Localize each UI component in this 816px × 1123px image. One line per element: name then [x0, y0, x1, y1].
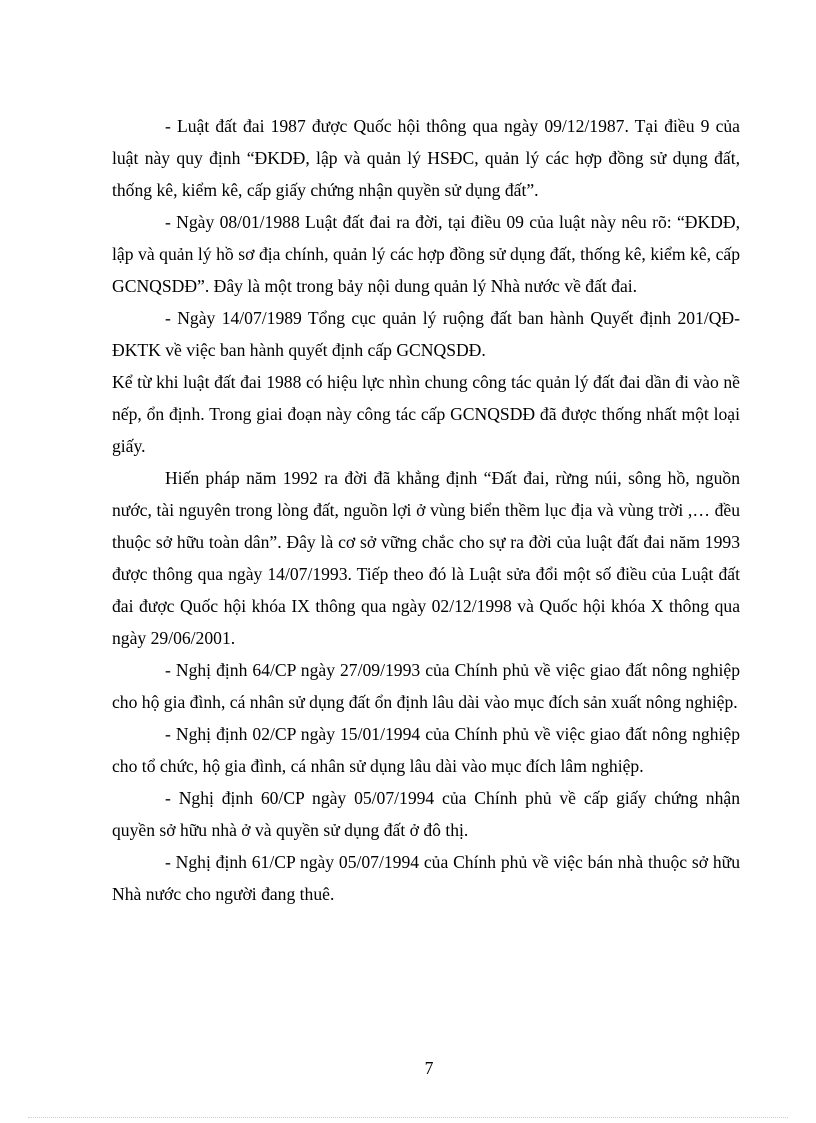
paragraph-nghi-dinh-60-cp: - Nghị định 60/CP ngày 05/07/1994 của Chính phủ về cấp giấy chứng nhận quyền sở hữu nhà ở và quyền sử dụng đất ở đô thị.	[112, 788, 740, 840]
body-text	[112, 110, 740, 910]
paragraph-ke-tu-khi: Kể từ khi luật đất đai 1988 có hiệu lực nhìn chung công tác quản lý đất đai dần đi vào nề nếp, ổn định. Trong giai đoạn này công tác cấp GCNQSDĐ đã được thống nhất một loại giấy.	[112, 372, 740, 456]
paragraph-ngay-14-07-1989: - Ngày 14/07/1989 Tổng cục quản lý ruộng đất ban hành Quyết định 201/QĐ- ĐKTK về việc ban hành quyết định cấp GCNQSDĐ.	[112, 308, 740, 360]
page-number: 7	[424, 1058, 434, 1078]
paragraph-nghi-dinh-02-cp: - Nghị định 02/CP ngày 15/01/1994 của Chính phủ về việc giao đất nông nghiệp cho tổ chức, hộ gia đình, cá nhân sử dụng lâu dài vào mục đích lâm nghiệp.	[112, 724, 740, 776]
paragraph-ngay-08-01-1988: - Ngày 08/01/1988 Luật đất đai ra đời, tại điều 09 của luật này nêu rõ: “ĐKDĐ, lập và quản lý hồ sơ địa chính, quản lý các hợp đồng sử dụng đất, thống kê, kiểm kê, cấp GCNQSDĐ”. Đây là một trong bảy nội dung quản lý Nhà nước về đất đai.	[112, 212, 740, 296]
paragraph-nghi-dinh-64-cp: - Nghị định 64/CP ngày 27/09/1993 của Chính phủ về việc giao đất nông nghiệp cho hộ gia đình, cá nhân sử dụng đất ổn định lâu dài vào mục đích sản xuất nông nghiệp.	[112, 660, 740, 712]
paragraph-hien-phap-1992: Hiến pháp năm 1992 ra đời đã khẳng định “Đất đai, rừng núi, sông hồ, nguồn nước, tài nguyên trong lòng đất, nguồn lợi ở vùng biển thềm lục địa và vùng trời ,… đều thuộc sở hữu toàn dân”. Đây là cơ sở vững chắc cho sự ra đời của luật đất đai năm 1993 được thông qua ngày 14/07/1993. Tiếp theo đó là Luật sửa đổi một số điều của Luật đất đai được Quốc hội khóa IX thông qua ngày 02/12/1998 và Quốc hội khóa X thông qua ngày 29/06/2001.	[112, 468, 740, 648]
paragraph-luat-dat-dai-1987: - Luật đất đai 1987 được Quốc hội thông qua ngày 09/12/1987. Tại điều 9 của luật này quy định “ĐKDĐ, lập và quản lý HSĐC, quản lý các hợp đồng sử dụng đất, thống kê, kiểm kê, cấp giấy chứng nhận quyền sử dụng đất”.	[112, 116, 740, 200]
page-bottom-divider	[28, 1117, 788, 1118]
paragraph-nghi-dinh-61-cp: - Nghị định 61/CP ngày 05/07/1994 của Chính phủ về việc bán nhà thuộc sở hữu Nhà nước cho người đang thuê.	[112, 852, 740, 904]
